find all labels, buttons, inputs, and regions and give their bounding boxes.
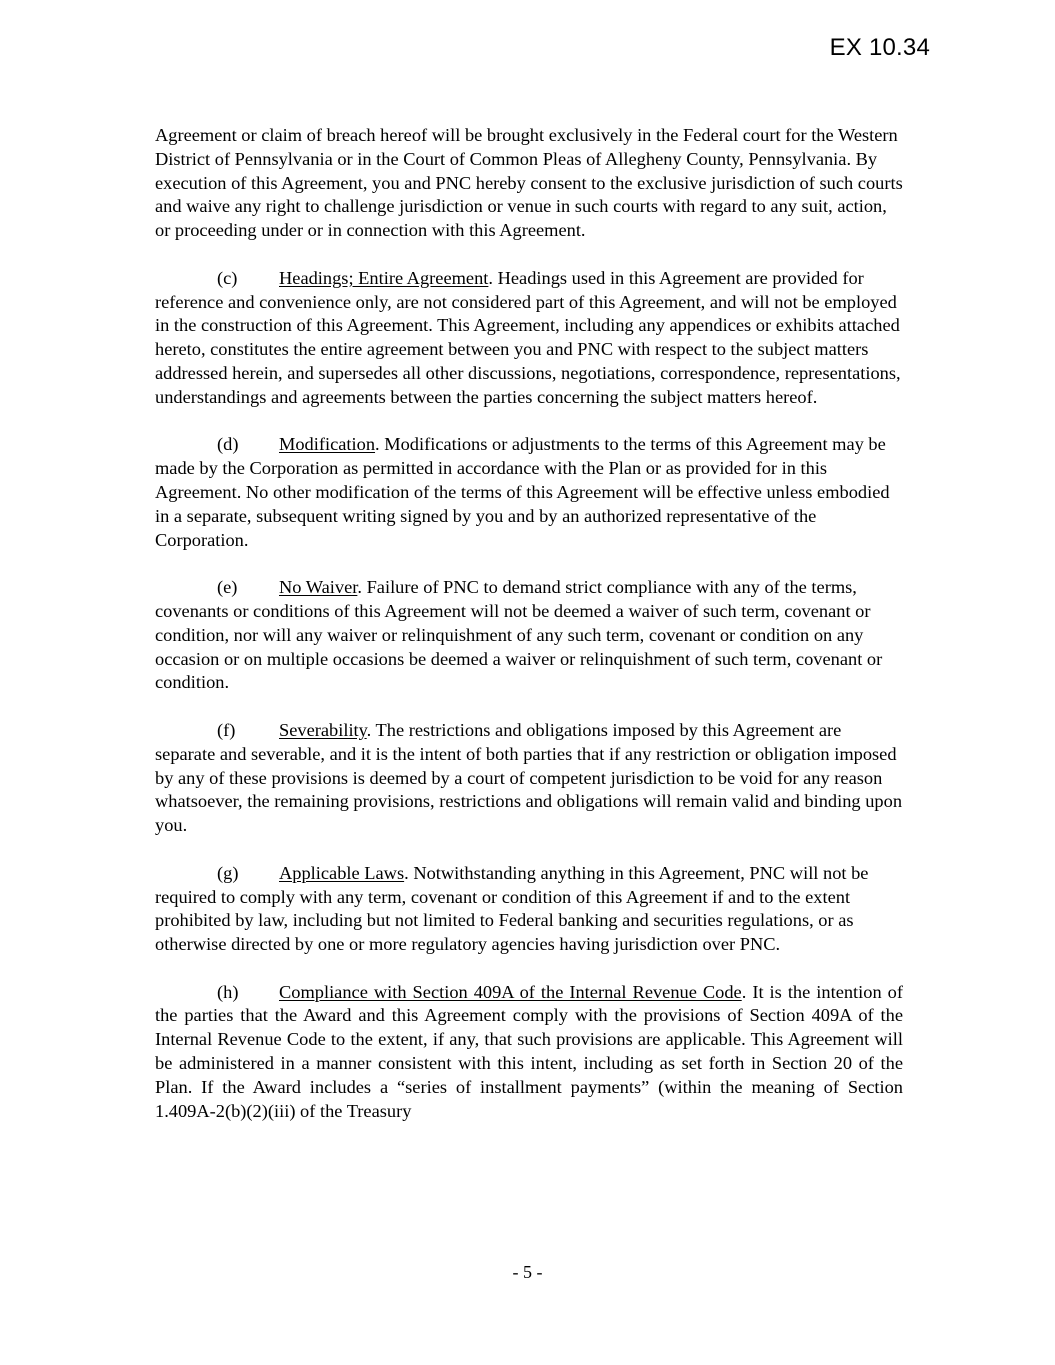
section-h-paragraph bbox=[155, 981, 903, 1124]
section-f-heading: Severability bbox=[279, 719, 367, 740]
section-c-text: . Headings used in this Agreement are provided for reference and convenience only, are not considered part of this Agreement, and will not be employed in the construction of this Agreement. This Agreement, including any appendices or exhibits attached hereto, constitutes the entire agreement between you and PNC with respect to the subject matters addressed herein, and supersedes all other discussions, negotiations, correspondence, representations, understandings and agreements between the parties concerning the subject matters hereof. bbox=[155, 267, 901, 407]
section-c-label: (c) bbox=[217, 267, 238, 288]
section-h-text: . It is the intention of the parties that the Award and this Agreement comply with the provisions of Section 409A of the Internal Revenue Code to the extent, if any, that such provisions are applicable. This Agreement will be administered in a manner consistent with this intent, including as set forth in Section 20 of the Plan. If the Award includes a “series of installment payments” (within the meaning of Section 1.409A-2(b)(2)(iii) of the Treasury bbox=[155, 981, 903, 1121]
intro-paragraph: Agreement or claim of breach hereof will be brought exclusively in the Federal court for the Western District of Pennsylvania or in the Court of Common Pleas of Allegheny County, Pennsylvania. By execution of this Agreement, you and PNC hereby consent to the exclusive jurisdiction of such courts and waive any right to challenge jurisdiction or venue in such courts with regard to any suit, action, or proceeding under or in connection with this Agreement. bbox=[155, 125, 903, 241]
section-e-text: . Failure of PNC to demand strict compliance with any of the terms, covenants or conditions of this Agreement will not be deemed a waiver of such term, covenant or condition, nor will any waiver or relinquishment of any such term, covenant or condition on any occasion or on multiple occasions be deemed a waiver or relinquishment of such term, covenant or condition. bbox=[155, 577, 883, 693]
section-d-label: (d) bbox=[217, 434, 239, 455]
section-e-heading: No Waiver bbox=[279, 577, 358, 598]
section-d-text: . Modifications or adjustments to the terms of this Agreement may be made by the Corporation as permitted in accordance with the Plan or as provided for in this Agreement. No other modification of the terms of this Agreement will be effective unless embodied in a separate, subsequent writing signed by you and by an authorized representative of the Corporation. bbox=[155, 434, 890, 550]
section-g-text: . Notwithstanding anything in this Agreement, PNC will not be required to comply with any term, covenant or condition of this Agreement if and to the extent prohibited by law, including but not limited to Federal banking and securities regulations, or as otherwise directed by one or more regulatory agencies having jurisdiction over PNC. bbox=[155, 862, 869, 955]
section-f-text: . The restrictions and obligations imposed by this Agreement are separate and severable, and it is the intent of both parties that if any restriction or obligation imposed by any of these provisions is deemed by a court of competent jurisdiction to be void for any reason whatsoever, the remaining provisions, restrictions and obligations will remain valid and binding upon you. bbox=[155, 719, 903, 836]
section-e-paragraph bbox=[155, 576, 903, 695]
section-d-paragraph bbox=[155, 433, 903, 552]
section-c-paragraph bbox=[155, 267, 903, 410]
section-h-heading: Compliance with Section 409A of the Internal Revenue Code bbox=[279, 981, 742, 1002]
section-g-heading: Applicable Laws bbox=[279, 862, 405, 883]
section-f-paragraph bbox=[155, 719, 903, 838]
section-c-heading: Headings; Entire Agreement bbox=[279, 267, 489, 288]
section-e-label: (e) bbox=[217, 577, 238, 598]
section-g-paragraph bbox=[155, 862, 903, 957]
section-f-label: (f) bbox=[217, 719, 236, 740]
exhibit-label: EX 10.34 bbox=[829, 34, 930, 61]
page-number: - 5 - bbox=[512, 1262, 543, 1282]
section-d-heading: Modification bbox=[279, 434, 376, 455]
section-g-label: (g) bbox=[217, 862, 239, 883]
section-h-label: (h) bbox=[217, 981, 239, 1002]
document-body bbox=[155, 124, 903, 1147]
